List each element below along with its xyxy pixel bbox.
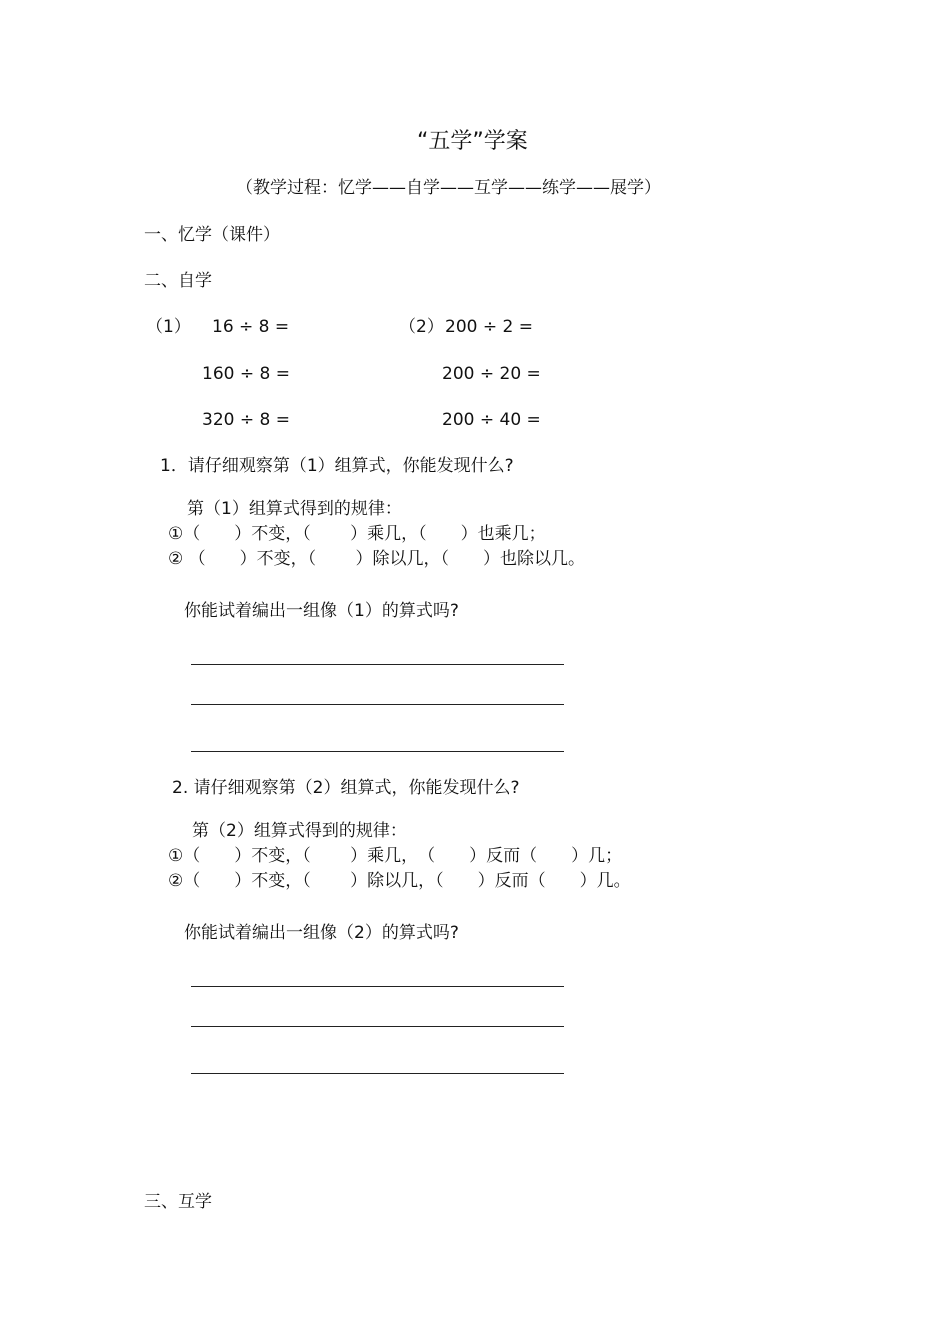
page-title: “五学”学案 <box>417 129 528 154</box>
section-selfstudy-heading: 二、自学 <box>144 271 212 291</box>
question-2: 2. 请仔细观察第（2）组算式，你能发现什么? <box>172 778 520 798</box>
group2-equation: 200 ÷ 20 = <box>442 364 541 384</box>
group1-equation: 16 ÷ 8 = <box>212 317 290 337</box>
answer-line[interactable] <box>191 986 564 987</box>
rule-1-item-1: ①（ ）不变，（ ）乘几，（ ）也乘几； <box>168 524 546 544</box>
page-subtitle: （教学过程：忆学——自学——互学——练学——展学） <box>236 178 661 198</box>
section-recall-heading: 一、忆学（课件） <box>144 225 280 245</box>
answer-line[interactable] <box>191 704 564 705</box>
group1-label: （1） <box>146 317 191 337</box>
rule-2-title: 第（2）组算式得到的规律： <box>192 821 407 841</box>
answer-line[interactable] <box>191 1073 564 1074</box>
group1-equation: 160 ÷ 8 = <box>202 364 290 384</box>
section-peerstudy-heading: 三、互学 <box>144 1192 212 1212</box>
rule-2-item-2: ②（ ）不变，（ ）除以几，（ ）反而（ ）几。 <box>168 871 631 891</box>
group2-equation: 200 ÷ 40 = <box>442 410 541 430</box>
question-1: 1．请仔细观察第（1）组算式，你能发现什么? <box>160 456 514 476</box>
answer-line[interactable] <box>191 751 564 752</box>
answer-line[interactable] <box>191 1026 564 1027</box>
prompt-2: 你能试着编出一组像（2）的算式吗? <box>184 923 459 943</box>
group2-equation: 200 ÷ 2 = <box>445 317 533 337</box>
rule-1-title: 第（1）组算式得到的规律： <box>187 499 402 519</box>
rule-2-item-1: ①（ ）不变，（ ）乘几， （ ）反而（ ）几； <box>168 846 623 866</box>
group1-equation: 320 ÷ 8 = <box>202 410 290 430</box>
prompt-1: 你能试着编出一组像（1）的算式吗? <box>184 601 459 621</box>
answer-line[interactable] <box>191 664 564 665</box>
rule-1-item-2: ② （ ）不变，（ ）除以几，（ ）也除以几。 <box>168 549 586 569</box>
group2-label: （2） <box>399 317 444 337</box>
